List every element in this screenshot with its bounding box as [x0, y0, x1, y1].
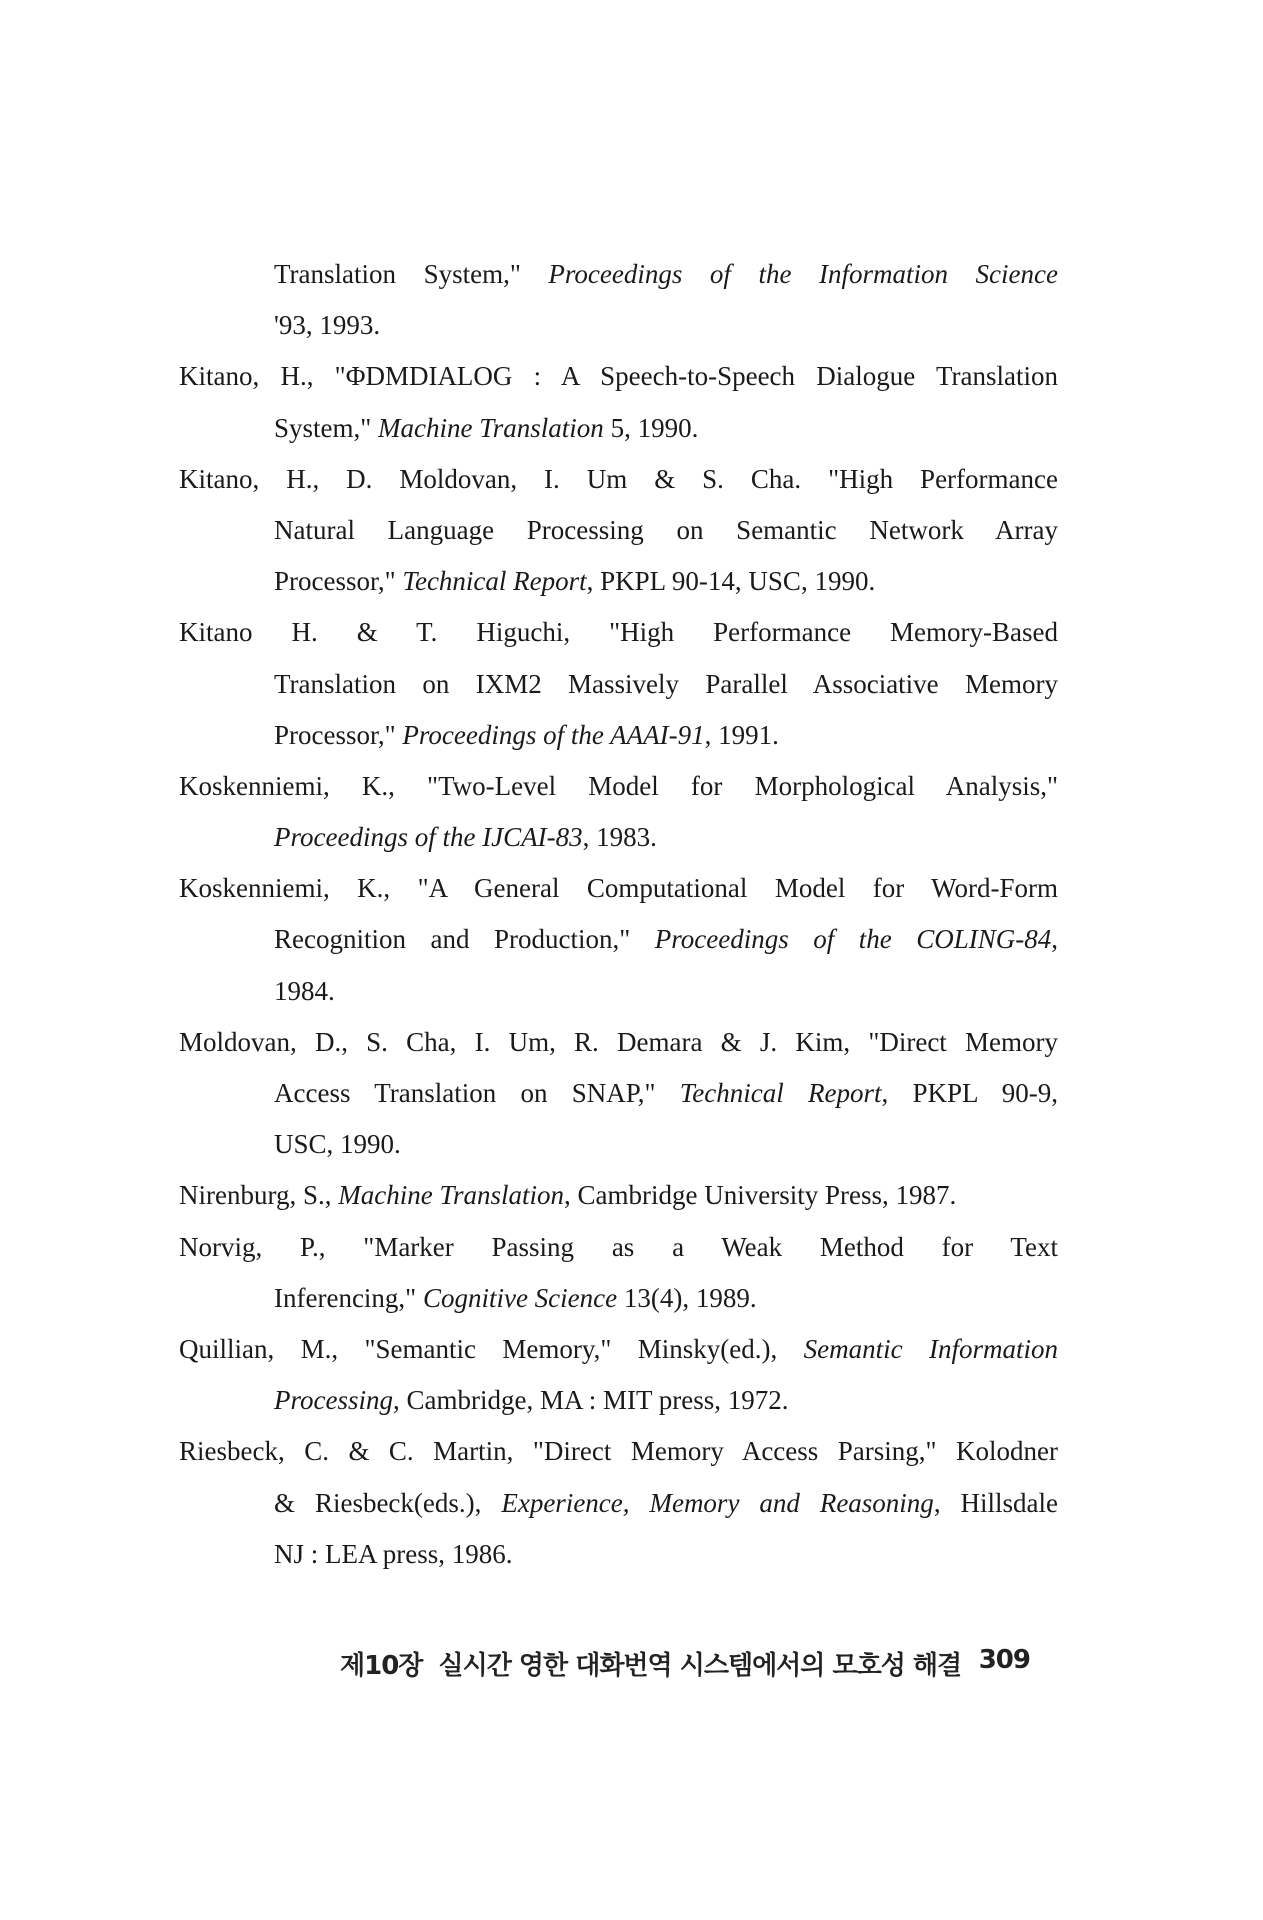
- page-footer: [340, 1645, 1030, 1682]
- reference-text: 13(4), 1989.: [617, 1282, 757, 1313]
- italic-title: Technical Report: [679, 1078, 882, 1108]
- reference-line: [179, 1273, 1058, 1324]
- reference-line: [179, 351, 1058, 402]
- reference-text: Processor,": [274, 566, 403, 597]
- reference-text: , 1983.: [582, 822, 657, 853]
- reference-text: , Cambridge, MA : MIT press, 1972.: [392, 1385, 789, 1416]
- reference-text: Translation System,": [274, 259, 549, 289]
- reference-line: [179, 1426, 1058, 1477]
- reference-entry: [179, 1222, 1058, 1324]
- reference-line: [179, 1529, 1058, 1580]
- reference-text: Koskenniemi, K., "Two-Level Model for Morphological Analysis,": [179, 770, 1058, 801]
- reference-line: [179, 300, 1058, 351]
- reference-text: , PKPL 90-14, USC, 1990.: [586, 566, 876, 597]
- reference-entry: [179, 351, 1058, 453]
- reference-text: , Hillsdale: [933, 1487, 1058, 1518]
- reference-line: [179, 505, 1058, 556]
- reference-text: Inferencing,": [274, 1282, 423, 1313]
- reference-entry: [179, 761, 1058, 863]
- reference-text: , 1991.: [704, 719, 779, 750]
- reference-line: [179, 249, 1058, 300]
- reference-text: 5, 1990.: [603, 412, 699, 443]
- italic-title: Machine Translation: [338, 1180, 565, 1211]
- reference-line: [179, 1068, 1058, 1119]
- reference-line: [179, 1478, 1058, 1529]
- reference-text: Kitano H. & T. Higuchi, "High Performance Memory-Based: [179, 617, 1058, 648]
- reference-entry: [179, 1170, 1058, 1221]
- reference-text: Koskenniemi, K., "A General Computational Model for Word-Form: [179, 873, 1058, 904]
- reference-text: Nirenburg, S.,: [179, 1180, 339, 1211]
- reference-text: 1984.: [274, 975, 335, 1006]
- reference-entry: [179, 607, 1058, 761]
- reference-entry: [179, 863, 1058, 1017]
- reference-line: [179, 659, 1058, 710]
- italic-title: Proceedings of the IJCAI-83: [274, 822, 583, 853]
- reference-text: Norvig, P., "Marker Passing as a Weak Method for Text: [179, 1231, 1058, 1262]
- reference-line: [179, 812, 1058, 863]
- reference-line: [179, 1375, 1058, 1426]
- italic-title: Processing: [274, 1385, 393, 1416]
- reference-text: , PKPL 90-9,: [881, 1078, 1058, 1108]
- reference-text: Access Translation on SNAP,": [274, 1078, 680, 1108]
- reference-line: [179, 761, 1058, 812]
- reference-text: Kitano, H., "ΦDMDIALOG : A Speech-to-Speech Dialogue Translation: [179, 361, 1058, 392]
- reference-text: Translation on IXM2 Massively Parallel Associative Memory: [274, 668, 1058, 699]
- reference-entry: [179, 1324, 1058, 1426]
- reference-text: Riesbeck, C. & C. Martin, "Direct Memory Access Parsing," Kolodner: [179, 1436, 1058, 1467]
- reference-text: Kitano, H., D. Moldovan, I. Um & S. Cha. "High Performance: [179, 463, 1058, 494]
- italic-title: Cognitive Science: [422, 1282, 618, 1313]
- reference-text: & Riesbeck(eds.),: [274, 1487, 502, 1518]
- italic-title: Experience, Memory and Reasoning: [501, 1487, 934, 1518]
- reference-line: [179, 914, 1058, 965]
- reference-text: NJ : LEA press, 1986.: [274, 1538, 513, 1569]
- reference-entry: [179, 1426, 1058, 1580]
- reference-line: [179, 1170, 1058, 1221]
- reference-entry: [179, 454, 1058, 608]
- reference-text: USC, 1990.: [274, 1129, 401, 1160]
- reference-line: [179, 556, 1058, 607]
- italic-title: Machine Translation: [378, 412, 604, 443]
- running-title: 제10장 실시간 영한 대화번역 시스템에서의 모호성 해결: [340, 1651, 962, 1681]
- reference-text: , Cambridge University Press, 1987.: [564, 1180, 957, 1211]
- reference-text: Recognition and Production,": [274, 924, 655, 955]
- reference-line: [179, 607, 1058, 658]
- reference-line: [179, 454, 1058, 505]
- reference-text: Natural Language Processing on Semantic Network Array: [274, 514, 1058, 545]
- italic-title: Proceedings of the AAAI-91: [402, 719, 705, 750]
- italic-title: Proceedings of the COLING-84: [654, 924, 1052, 955]
- reference-text: Processor,": [274, 719, 403, 750]
- reference-entry: [179, 249, 1058, 351]
- italic-title: Technical Report: [402, 566, 587, 597]
- reference-line: [179, 863, 1058, 914]
- reference-line: [179, 1222, 1058, 1273]
- italic-title: Proceedings of the Information Science: [548, 259, 1058, 289]
- reference-entry: [179, 1017, 1058, 1171]
- reference-text: ,: [1051, 924, 1058, 955]
- reference-line: [179, 1324, 1058, 1375]
- italic-title: Semantic Information: [803, 1333, 1058, 1364]
- reference-line: [179, 1017, 1058, 1068]
- reference-text: Moldovan, D., S. Cha, I. Um, R. Demara & J. Kim, "Direct Memory: [179, 1026, 1058, 1057]
- reference-text: '93, 1993.: [274, 310, 381, 341]
- reference-line: [179, 403, 1058, 454]
- reference-line: [179, 1119, 1058, 1170]
- reference-text: System,": [274, 412, 379, 443]
- reference-list: [179, 249, 1058, 1580]
- reference-line: [179, 710, 1058, 761]
- page-number: 309: [978, 1645, 1030, 1675]
- reference-text: Quillian, M., "Semantic Memory," Minsky(ed.),: [179, 1333, 804, 1364]
- reference-line: [179, 966, 1058, 1017]
